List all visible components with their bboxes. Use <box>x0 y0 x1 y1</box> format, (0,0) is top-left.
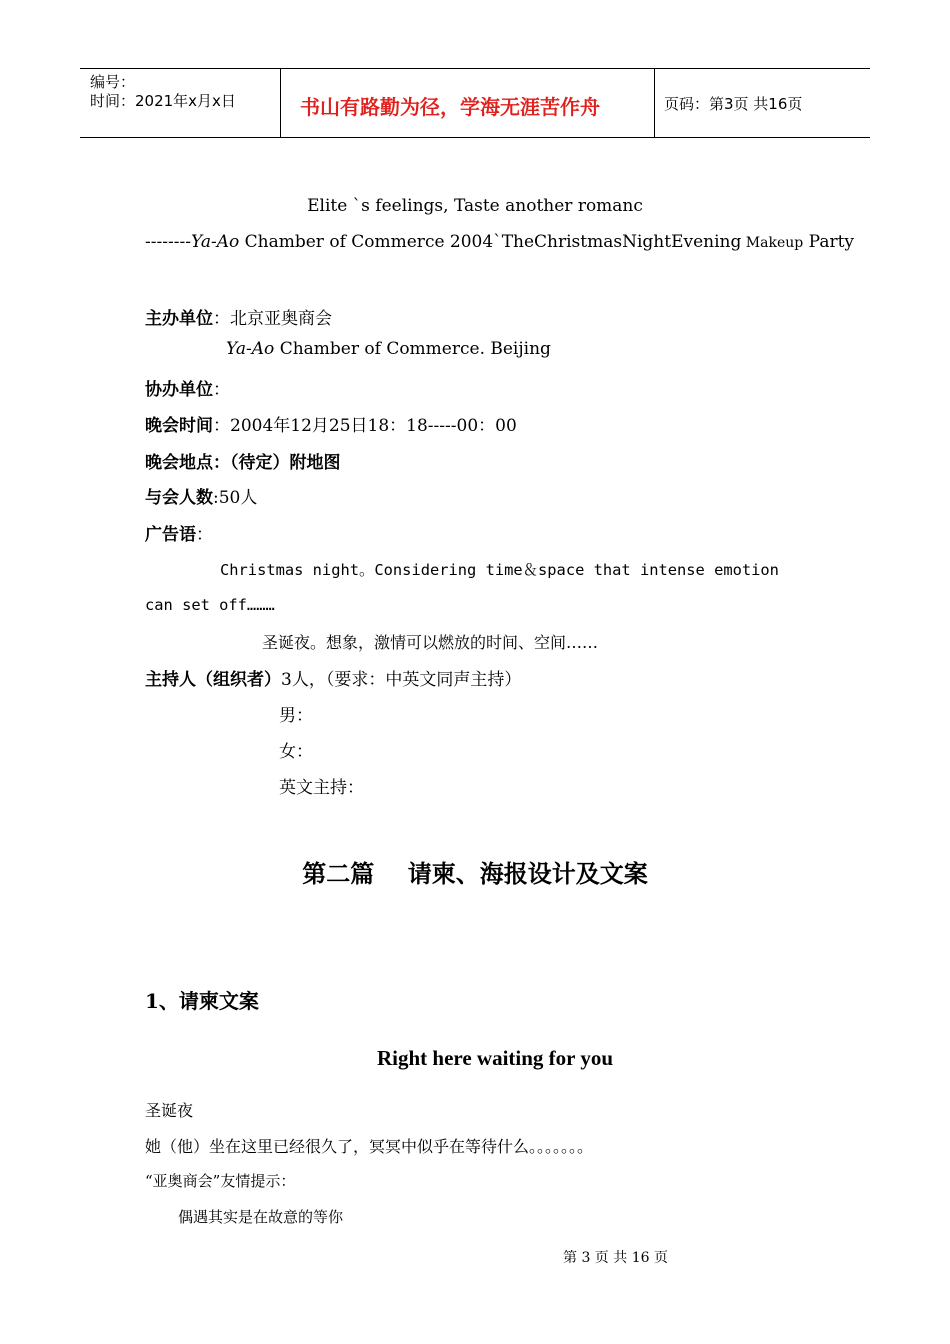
slogan-label: 广告语 <box>145 525 196 545</box>
title-chamber: Chamber of Commerce 2004`TheChristmasNightEvening <box>239 232 742 252</box>
organizer-label: 主办单位 <box>145 309 213 329</box>
attendees-value: :50人 <box>213 488 258 508</box>
header-divider <box>654 69 655 137</box>
host-value: 3人，（要求：中英文同声主持） <box>281 670 522 690</box>
document-header <box>80 68 870 138</box>
invitation-title: Right here waiting for you <box>376 1046 614 1070</box>
header-page-info: 页码：第3页 共16页 <box>664 95 803 113</box>
organizer-value: ：北京亚奥商会 <box>213 309 332 329</box>
event-time-value: ：2004年12月25日18：18-----00：00 <box>213 416 517 436</box>
co-organizer-value: ： <box>213 380 230 400</box>
invitation-line4: 偶遇其实是在故意的等你 <box>178 1208 344 1226</box>
slogan-english-line1: Christmas night。Considering time＆space that intense emotion <box>220 561 779 579</box>
co-organizer-line <box>145 375 230 400</box>
organizer-english <box>226 339 551 359</box>
host-label: 主持人（组织者） <box>145 670 281 690</box>
title-makeup: Makeup <box>741 235 804 251</box>
header-divider <box>280 69 281 137</box>
attendees-line <box>145 483 257 508</box>
co-organizer-label: 协办单位 <box>145 380 213 400</box>
organizer-en-rest: Chamber of Commerce. Beijing <box>274 339 551 359</box>
title-yaao: Ya-Ao <box>190 232 240 252</box>
attendees-label: 与会人数 <box>145 488 213 508</box>
slogan-chinese: 圣诞夜。想象，激情可以燃放的时间、空间…… <box>262 633 599 652</box>
event-time-label: 晚会时间 <box>145 416 213 436</box>
slogan-value: ： <box>196 525 213 545</box>
host-female: 女： <box>279 742 313 762</box>
host-line <box>145 665 521 690</box>
slogan-english-line2: can set off……… <box>145 596 275 614</box>
event-time-line <box>145 411 517 436</box>
host-english: 英文主持： <box>279 778 364 798</box>
invitation-sub-heading: 1、请柬文案 <box>145 989 259 1013</box>
header-motto: 书山有路勤为径，学海无涯苦作舟 <box>300 95 600 119</box>
title-dashes: -------- <box>145 232 191 252</box>
organizer-en-italic: Ya-Ao <box>226 339 275 359</box>
section-heading: 第二篇 请柬、海报设计及文案 <box>302 859 648 888</box>
venue-line: 晚会地点：（待定）附地图 <box>145 453 341 473</box>
invitation-line3: “亚奥商会”友情提示： <box>145 1172 296 1190</box>
event-title-line2 <box>145 232 854 252</box>
title-party: Party <box>803 232 855 252</box>
document-number-label: 编号： <box>90 73 136 91</box>
event-title-line1: Elite `s feelings, Taste another romanc <box>307 196 643 216</box>
page-footer: 第 3 页 共 16 页 <box>563 1250 668 1266</box>
slogan-line <box>145 520 213 545</box>
invitation-line2: 她（他）坐在这里已经很久了，冥冥中似乎在等待什么。。。。。。。 <box>145 1137 594 1156</box>
document-time-label: 时间：2021年x月x日 <box>90 92 236 110</box>
invitation-line1: 圣诞夜 <box>145 1101 194 1120</box>
organizer-line <box>145 304 332 329</box>
host-male: 男： <box>279 706 313 726</box>
